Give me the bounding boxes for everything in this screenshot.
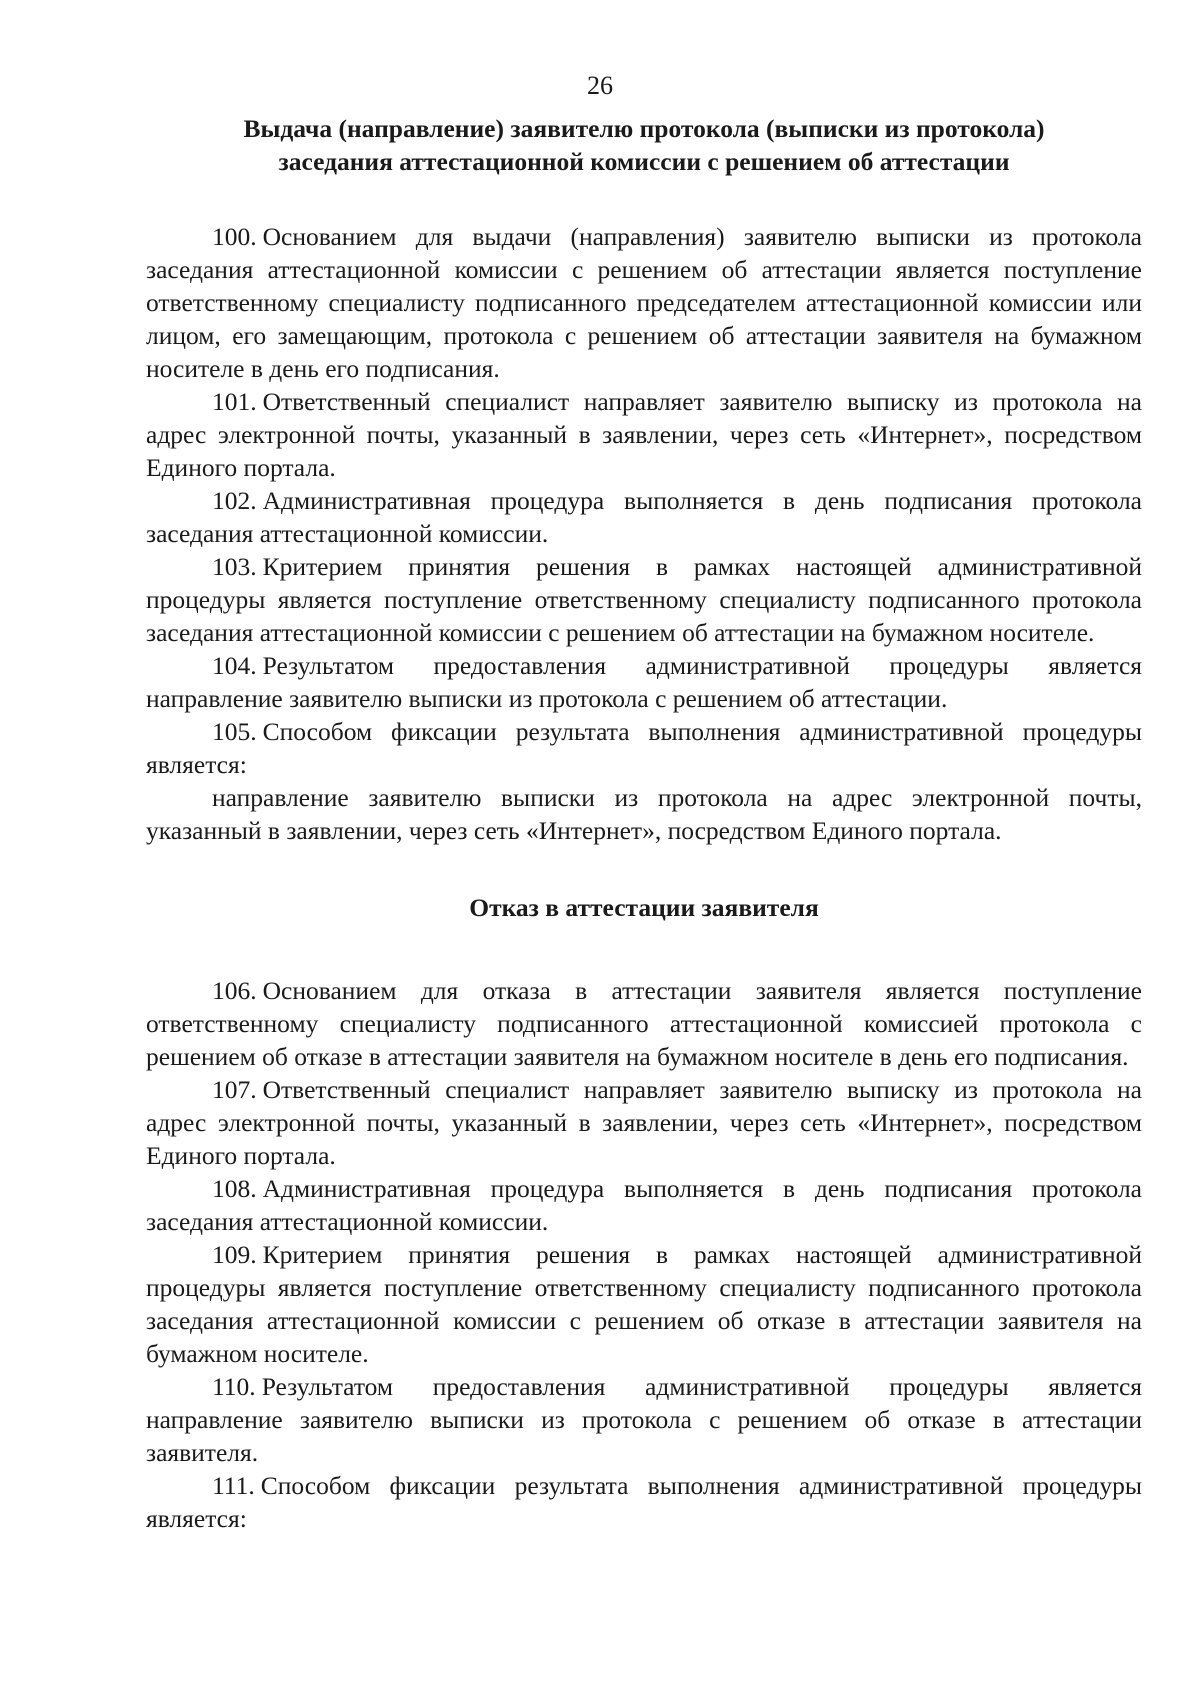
paragraph-111: [146, 1469, 1142, 1535]
paragraph-text: Административная процедура выполняется в день подписания протокола заседания аттестационной комиссии.: [146, 486, 1142, 548]
paragraph-number: 107.: [212, 1075, 257, 1104]
paragraph-number: 103.: [212, 552, 257, 581]
paragraph-text: Результатом предоставления административной процедуры является направление заявителю выписки из протокола с решением об отказе в аттестации заявителя.: [146, 1372, 1142, 1467]
paragraph-103: [146, 550, 1142, 649]
paragraph-text: Ответственный специалист направляет заявителю выписку из протокола на адрес электронной почты, указанный в заявлении, через сеть «Интернет», посредством Единого портала.: [146, 387, 1142, 482]
paragraph-text: Основанием для выдачи (направления) заявителю выписки из протокола заседания аттестационной комиссии с решением об аттестации является поступление ответственному специалисту подписанного председателем аттестационной комиссии или лицом, его замещающим, протокола с решением об аттестации заявителя на бумажном носителе в день его подписания.: [146, 222, 1142, 383]
paragraph-number: 111.: [212, 1471, 255, 1500]
paragraph-105-item: [146, 781, 1142, 847]
paragraph-109: [146, 1238, 1142, 1370]
paragraph-text: Результатом предоставления административной процедуры является направление заявителю выписки из протокола с решением об аттестации.: [146, 651, 1142, 713]
paragraph-102: [146, 484, 1142, 550]
paragraph-number: 108.: [212, 1174, 257, 1203]
paragraph-number: 105.: [212, 717, 257, 746]
paragraph-100: [146, 220, 1142, 385]
paragraph-text: Критерием принятия решения в рамках настоящей административной процедуры является поступление ответственному специалисту подписанного протокола заседания аттестационной комиссии с решением об отказе в аттестации заявителя на бумажном носителе.: [146, 1240, 1142, 1368]
page-number: 26: [587, 71, 613, 100]
paragraph-110: [146, 1370, 1142, 1469]
paragraph-text: Способом фиксации результата выполнения административной процедуры является:: [146, 1471, 1142, 1533]
paragraph-106: [146, 974, 1142, 1073]
paragraph-number: 110.: [212, 1372, 256, 1401]
paragraph-number: 100.: [212, 222, 257, 251]
paragraph-number: 109.: [212, 1240, 257, 1269]
paragraph-text: Административная процедура выполняется в день подписания протокола заседания аттестационной комиссии.: [146, 1174, 1142, 1236]
paragraph-107: [146, 1073, 1142, 1172]
paragraph-101: [146, 385, 1142, 484]
paragraph-number: 106.: [212, 976, 257, 1005]
paragraph-text: Критерием принятия решения в рамках настоящей административной процедуры является поступление ответственному специалисту подписанного протокола заседания аттестационной комиссии с решением об аттестации на бумажном носителе.: [146, 552, 1142, 647]
section-heading-line: заседания аттестационной комиссии с решением об аттестации: [278, 147, 1010, 176]
section-heading-issuance: [146, 112, 1142, 178]
section-heading-refusal: Отказ в аттестации заявителя: [469, 893, 819, 922]
paragraph-108: [146, 1172, 1142, 1238]
paragraph-text: Ответственный специалист направляет заявителю выписку из протокола на адрес электронной почты, указанный в заявлении, через сеть «Интернет», посредством Единого портала.: [146, 1075, 1142, 1170]
paragraph-text: Основанием для отказа в аттестации заявителя является поступление ответственному специалисту подписанного аттестационной комиссией протокола с решением об отказе в аттестации заявителя на бумажном носителе в день его подписания.: [146, 976, 1142, 1071]
paragraph-104: [146, 649, 1142, 715]
paragraph-number: 104.: [212, 651, 257, 680]
paragraph-105: [146, 715, 1142, 781]
section-heading-line: Выдача (направление) заявителю протокола (выписки из протокола): [243, 114, 1045, 143]
paragraph-number: 102.: [212, 486, 257, 515]
document-body: [146, 112, 1142, 1535]
paragraph-text: Способом фиксации результата выполнения административной процедуры является:: [146, 717, 1142, 779]
paragraph-text: направление заявителю выписки из протокола на адрес электронной почты, указанный в заявлении, через сеть «Интернет», посредством Единого портала.: [146, 783, 1142, 845]
paragraph-number: 101.: [212, 387, 257, 416]
